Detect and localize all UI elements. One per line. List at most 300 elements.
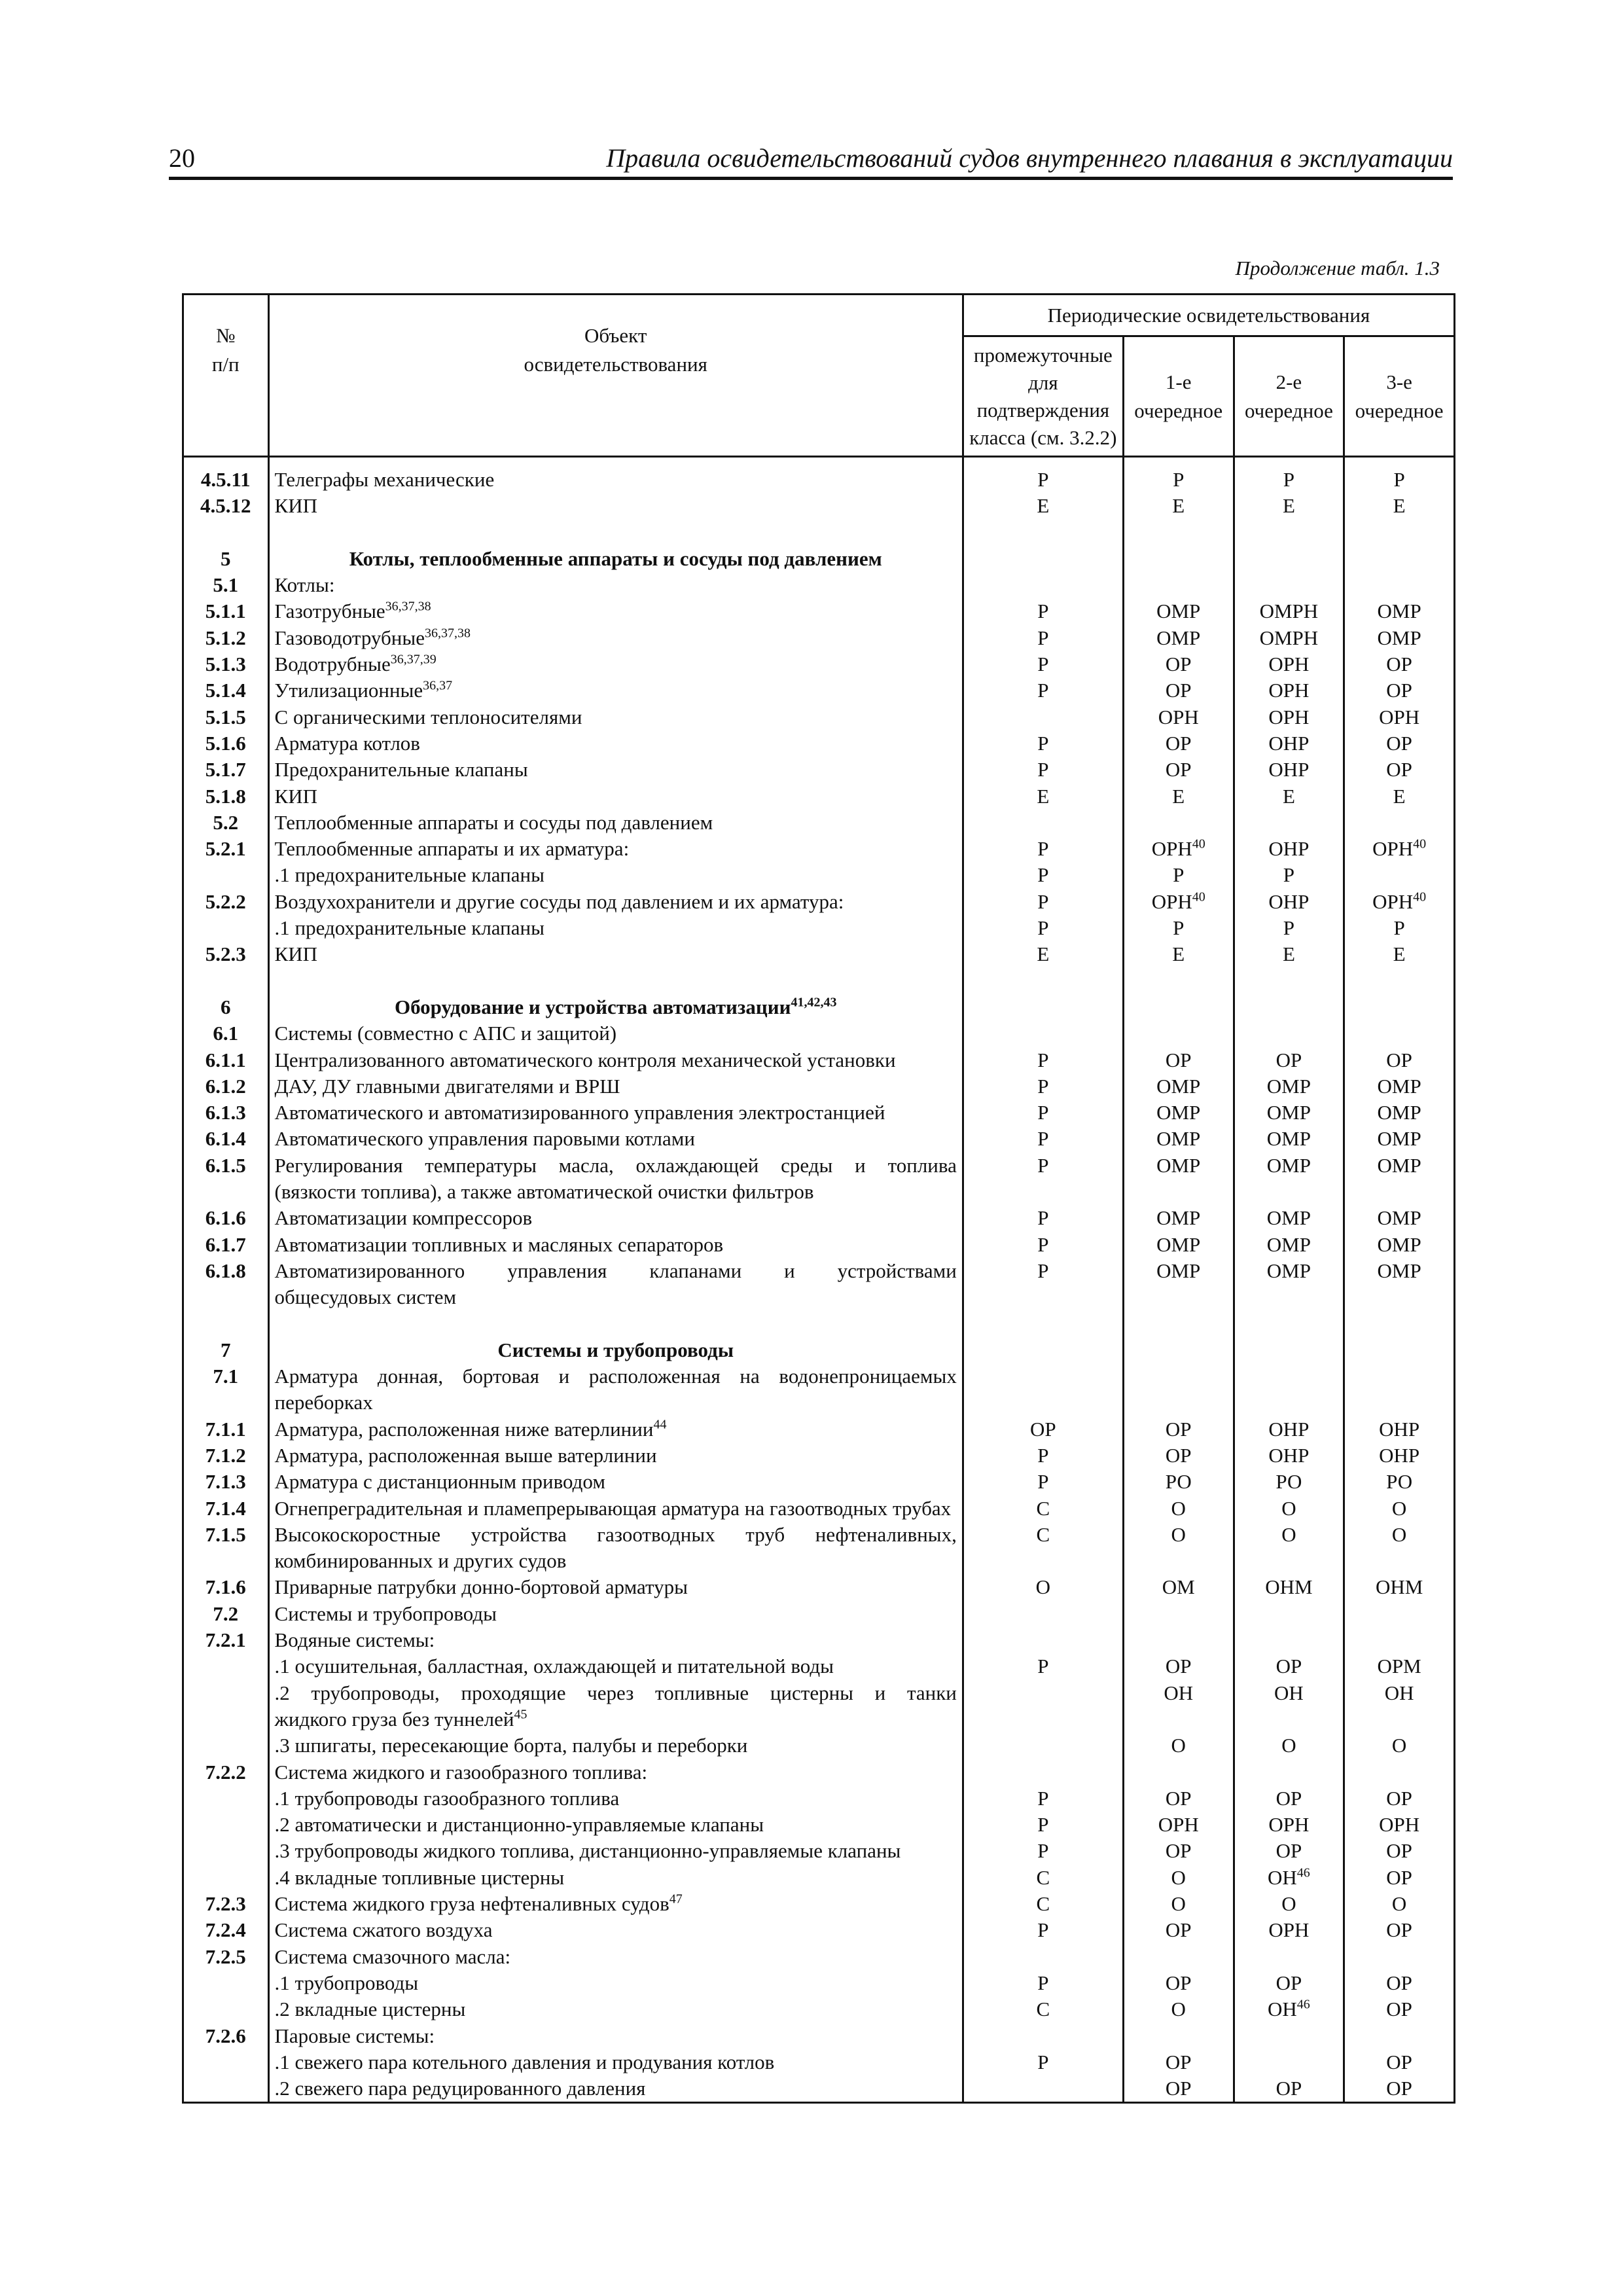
cell-text: 5.1.8 xyxy=(205,784,246,808)
row-number xyxy=(189,1627,262,1653)
cell-text: ОМР xyxy=(1377,1127,1421,1151)
cell-text: Централизованного автоматического контроля механической установки xyxy=(274,1048,896,1071)
row-third xyxy=(1350,810,1448,836)
row-second xyxy=(1240,1627,1338,1653)
row-third xyxy=(1350,941,1448,967)
cell-text: ОМР xyxy=(1377,600,1421,623)
number-column xyxy=(183,457,269,2103)
cell-text: С xyxy=(1036,1522,1050,1546)
cell-text: ОМРН xyxy=(1259,626,1319,649)
row-second xyxy=(1240,889,1338,915)
cell-text: 7.2.5 xyxy=(205,1945,246,1968)
row-second xyxy=(1240,1284,1338,1310)
cell-text: ОНР xyxy=(1268,1443,1310,1467)
row-number xyxy=(189,704,262,730)
row-third xyxy=(1350,1469,1448,1495)
row-object xyxy=(275,1179,957,1205)
row-interim xyxy=(969,1680,1117,1706)
row-object xyxy=(275,1390,957,1416)
row-first xyxy=(1130,1258,1228,1284)
cell-text: 7.1.5 xyxy=(205,1522,246,1546)
cell-text: ОР xyxy=(1165,1048,1192,1071)
cell-text: Р xyxy=(1037,1470,1049,1494)
cell-text: 7.1.3 xyxy=(205,1470,246,1494)
row-object xyxy=(275,1944,957,1970)
row-number xyxy=(189,1153,262,1179)
cell-text: 6.1.4 xyxy=(205,1127,246,1151)
row-second xyxy=(1240,1706,1338,1732)
row-interim xyxy=(969,1469,1117,1495)
cell-text: 5.2.1 xyxy=(205,837,246,861)
cell-text: ОМР xyxy=(1156,626,1201,649)
row-first xyxy=(1130,1574,1228,1600)
row-second xyxy=(1240,836,1338,862)
row-object xyxy=(275,1970,957,1996)
cell-text: Системы (совместно с АПС и защитой) xyxy=(274,1022,617,1045)
cell-text: 7.2.6 xyxy=(205,2024,246,2047)
row-second xyxy=(1240,1337,1338,1363)
cell-text: ОР xyxy=(1386,1998,1412,2021)
cell-text: ОН xyxy=(1268,1865,1297,1889)
row-first xyxy=(1130,1891,1228,1917)
row-first xyxy=(1130,1759,1228,1785)
cell-text: Р xyxy=(1037,837,1049,861)
row-object xyxy=(275,1469,957,1495)
cell-text: Р xyxy=(1283,468,1295,491)
row-interim xyxy=(969,941,1117,967)
footnote-ref: 36,37,38 xyxy=(385,600,431,615)
row-third xyxy=(1350,1785,1448,1812)
cell-text: ОР xyxy=(1386,1048,1412,1071)
row-second xyxy=(1240,1496,1338,1522)
row-object xyxy=(275,783,957,810)
row-number xyxy=(189,783,262,810)
cell-text: ОРН xyxy=(1379,1813,1420,1837)
row-interim xyxy=(969,1970,1117,1996)
cell-text: 4.5.12 xyxy=(200,494,251,518)
cell-text: Р xyxy=(1037,1232,1049,1256)
row-third xyxy=(1350,704,1448,730)
row-third xyxy=(1350,1390,1448,1416)
cell-text: ОР xyxy=(1386,653,1412,676)
row-third xyxy=(1350,968,1448,994)
row-first xyxy=(1130,1153,1228,1179)
cell-text: ОР xyxy=(1165,1417,1192,1441)
cell-text: Предохранительные клапаны xyxy=(274,758,528,781)
cell-text: О xyxy=(1281,1522,1296,1546)
row-number xyxy=(189,1653,262,1679)
row-object xyxy=(275,915,957,941)
cell-text: О xyxy=(1391,1522,1407,1546)
row-second xyxy=(1240,625,1338,651)
cell-text: Р xyxy=(1037,863,1049,887)
row-number xyxy=(189,1944,262,1970)
cell-text: ОР xyxy=(1165,653,1192,676)
row-first xyxy=(1130,889,1228,915)
row-object xyxy=(275,757,957,783)
cell-text: 6 xyxy=(221,995,231,1018)
row-object xyxy=(275,1363,957,1390)
cell-text: ОНР xyxy=(1268,889,1310,913)
row-number xyxy=(189,836,262,862)
cell-text: 5.1.3 xyxy=(205,653,246,676)
row-first xyxy=(1130,836,1228,862)
row-second xyxy=(1240,2049,1338,2075)
row-interim xyxy=(969,862,1117,888)
cell-text: 5.2.2 xyxy=(205,889,246,913)
second-column xyxy=(1234,457,1344,2103)
cell-text: 7.1.2 xyxy=(205,1443,246,1467)
cell-text: Е xyxy=(1282,494,1295,518)
cell-text: О xyxy=(1171,1522,1186,1546)
cell-text: .2 вкладные цистерны xyxy=(274,1998,466,2021)
cell-text: .4 вкладные топливные цистерны xyxy=(274,1865,565,1889)
row-object xyxy=(275,1548,957,1574)
cell-text: КИП xyxy=(274,942,317,966)
cell-text: ОРН xyxy=(1268,653,1310,676)
row-third xyxy=(1350,1020,1448,1047)
row-first xyxy=(1130,1443,1228,1469)
row-third xyxy=(1350,1627,1448,1653)
cell-text: О xyxy=(1171,1496,1186,1520)
cell-text: О xyxy=(1171,1865,1186,1889)
row-second xyxy=(1240,1020,1338,1047)
cell-text: КИП xyxy=(274,784,317,808)
cell-text: ОРН xyxy=(1158,1813,1199,1837)
row-first xyxy=(1130,2049,1228,2075)
row-interim xyxy=(969,1522,1117,1548)
row-third xyxy=(1350,1232,1448,1258)
row-second xyxy=(1240,783,1338,810)
row-second xyxy=(1240,1469,1338,1495)
row-first xyxy=(1130,598,1228,624)
row-second xyxy=(1240,1100,1338,1126)
row-third xyxy=(1350,1443,1448,1469)
row-first xyxy=(1130,994,1228,1020)
row-number xyxy=(189,915,262,941)
cell-text: Газоводотрубные xyxy=(274,626,425,649)
row-third xyxy=(1350,1812,1448,1838)
cell-text: Газотрубные xyxy=(274,600,385,623)
row-third xyxy=(1350,1100,1448,1126)
cell-text: Е xyxy=(1172,784,1185,808)
row-first xyxy=(1130,546,1228,572)
cell-text: Высокоскоростные устройства газоотводных труб нефтеналивных, xyxy=(274,1522,957,1546)
row-interim xyxy=(969,520,1117,546)
row-object xyxy=(275,1812,957,1838)
cell-text: О xyxy=(1391,1496,1407,1520)
cell-text: Е xyxy=(1037,942,1050,966)
row-third xyxy=(1350,2075,1448,2102)
cell-text: 7.1.6 xyxy=(205,1575,246,1599)
cell-text: Р xyxy=(1283,916,1295,940)
row-number xyxy=(189,730,262,757)
cell-text: ОРН xyxy=(1268,1813,1310,1837)
cell-text: Р xyxy=(1037,600,1049,623)
cell-text: 6.1.6 xyxy=(205,1206,246,1230)
row-object xyxy=(275,1126,957,1152)
cell-text: ОР xyxy=(1386,679,1412,702)
cell-text: О xyxy=(1281,1892,1296,1916)
row-object xyxy=(275,520,957,546)
row-first xyxy=(1130,1416,1228,1443)
row-number xyxy=(189,625,262,651)
row-object xyxy=(275,1706,957,1732)
cell-text: Водяные системы: xyxy=(274,1628,435,1652)
cell-text: РО xyxy=(1386,1470,1413,1494)
cell-text: 7.1.4 xyxy=(205,1496,246,1520)
row-number xyxy=(189,941,262,967)
cell-text: Р xyxy=(1037,1813,1049,1837)
cell-text: 6.1.2 xyxy=(205,1074,246,1098)
cell-text: О xyxy=(1171,1734,1186,1757)
row-interim xyxy=(969,677,1117,704)
cell-text: 7.1.1 xyxy=(205,1417,246,1441)
row-third xyxy=(1350,1970,1448,1996)
row-interim xyxy=(969,1627,1117,1653)
cell-text: ОНР xyxy=(1268,758,1310,781)
row-third xyxy=(1350,915,1448,941)
header-interim: промежуточные для подтверждения класса (см. 3.2.2) xyxy=(963,336,1123,457)
cell-text: .1 трубопроводы газообразного топлива xyxy=(274,1786,620,1810)
cell-text: О xyxy=(1391,1734,1407,1757)
cell-text: О xyxy=(1391,1892,1407,1916)
cell-text: Воздухохранители и другие сосуды под давлением и их арматура: xyxy=(274,889,844,913)
cell-text: 5 xyxy=(221,547,231,570)
row-number xyxy=(189,1126,262,1152)
row-third xyxy=(1350,836,1448,862)
row-third xyxy=(1350,1759,1448,1785)
cell-text: Р xyxy=(1037,653,1049,676)
row-first xyxy=(1130,677,1228,704)
row-second xyxy=(1240,704,1338,730)
cell-text: С органическими теплоносителями xyxy=(274,705,582,728)
row-object xyxy=(275,836,957,862)
row-number xyxy=(189,1416,262,1443)
row-second xyxy=(1240,1653,1338,1679)
cell-text: О xyxy=(1281,1734,1296,1757)
row-third xyxy=(1350,1179,1448,1205)
cell-text: комбинированных и других судов xyxy=(274,1549,567,1573)
cell-text: ОМР xyxy=(1266,1127,1311,1151)
row-interim xyxy=(969,1574,1117,1600)
row-first xyxy=(1130,1020,1228,1047)
row-object xyxy=(275,467,957,493)
cell-text: .2 трубопроводы, проходящие через топливные цистерны и танки xyxy=(274,1681,957,1704)
row-object xyxy=(275,1996,957,2022)
row-object xyxy=(275,1443,957,1469)
row-interim xyxy=(969,572,1117,598)
interim-column xyxy=(963,457,1123,2103)
row-third xyxy=(1350,862,1448,888)
row-first xyxy=(1130,1100,1228,1126)
row-first xyxy=(1130,493,1228,519)
cell-text: ОР xyxy=(1386,758,1412,781)
row-first xyxy=(1130,1548,1228,1574)
row-interim xyxy=(969,836,1117,862)
cell-text: ОР xyxy=(1165,758,1192,781)
cell-text: Системы и трубопроводы xyxy=(274,1602,497,1625)
cell-text: .2 свежего пара редуцированного давления xyxy=(274,2077,646,2100)
row-interim xyxy=(969,2075,1117,2102)
row-third xyxy=(1350,1311,1448,1337)
row-number xyxy=(189,2049,262,2075)
cell-text: ОНР xyxy=(1268,837,1310,861)
cell-text: ОМР xyxy=(1266,1259,1311,1282)
footnote-ref: 41,42,43 xyxy=(791,995,837,1010)
row-first xyxy=(1130,1232,1228,1258)
cell-text: Р xyxy=(1037,1259,1049,1282)
cell-text: Р xyxy=(1037,1206,1049,1230)
cell-text: О xyxy=(1281,1496,1296,1520)
row-number xyxy=(189,1574,262,1600)
row-object xyxy=(275,1337,957,1363)
row-first xyxy=(1130,572,1228,598)
cell-text: ОР xyxy=(1165,2077,1192,2100)
row-third xyxy=(1350,889,1448,915)
cell-text: Автоматизации компрессоров xyxy=(274,1206,533,1230)
row-interim xyxy=(969,2023,1117,2049)
row-second xyxy=(1240,1047,1338,1073)
row-number xyxy=(189,1891,262,1917)
row-number xyxy=(189,1785,262,1812)
row-second xyxy=(1240,1522,1338,1548)
row-number xyxy=(189,651,262,677)
cell-text: 6.1.8 xyxy=(205,1259,246,1282)
row-third xyxy=(1350,783,1448,810)
footnote-ref: 36,37,38 xyxy=(424,626,471,641)
row-first xyxy=(1130,1706,1228,1732)
cell-text: ОР xyxy=(1165,731,1192,755)
row-number xyxy=(189,1047,262,1073)
footnote-ref: 46 xyxy=(1296,1997,1310,2012)
cell-text: ОР xyxy=(1165,1971,1192,1994)
cell-text: Система смазочного масла: xyxy=(274,1945,511,1968)
cell-text: .1 предохранительные клапаны xyxy=(274,916,544,940)
row-object xyxy=(275,1522,957,1548)
footnote-ref: 40 xyxy=(1413,889,1427,905)
cell-text: ОМР xyxy=(1266,1153,1311,1177)
cell-text: О xyxy=(1171,1998,1186,2021)
cell-text: Р xyxy=(1037,889,1049,913)
row-number xyxy=(189,1390,262,1416)
row-number xyxy=(189,1996,262,2022)
cell-text: Е xyxy=(1393,942,1406,966)
cell-text: ОНМ xyxy=(1265,1575,1313,1599)
row-interim xyxy=(969,467,1117,493)
row-interim xyxy=(969,1812,1117,1838)
header-number: № п/п xyxy=(183,295,269,457)
row-second xyxy=(1240,546,1338,572)
row-interim xyxy=(969,1996,1117,2022)
row-interim xyxy=(969,1363,1117,1390)
row-first xyxy=(1130,730,1228,757)
row-object xyxy=(275,1153,957,1179)
cell-text: 6.1.3 xyxy=(205,1101,246,1124)
cell-text: Р xyxy=(1173,916,1185,940)
row-third xyxy=(1350,1337,1448,1363)
row-number xyxy=(189,1680,262,1706)
row-second xyxy=(1240,677,1338,704)
row-number xyxy=(189,1706,262,1732)
row-third xyxy=(1350,1548,1448,1574)
cell-text: 5.1.6 xyxy=(205,731,246,755)
row-number xyxy=(189,810,262,836)
cell-text: Р xyxy=(1037,758,1049,781)
cell-text: ОМР xyxy=(1156,1259,1201,1282)
cell-text: ОР xyxy=(1165,679,1192,702)
row-third xyxy=(1350,493,1448,519)
row-first xyxy=(1130,520,1228,546)
cell-text: Котлы, теплообменные аппараты и сосуды под давлением xyxy=(349,547,882,570)
cell-text: Утилизационные xyxy=(274,679,423,702)
row-first xyxy=(1130,1496,1228,1522)
row-second xyxy=(1240,1126,1338,1152)
row-object xyxy=(275,994,957,1020)
cell-text: 7.2.2 xyxy=(205,1760,246,1784)
cell-text: ОР xyxy=(1275,2077,1302,2100)
survey-table xyxy=(182,293,1455,2100)
cell-text: ОР xyxy=(1386,1839,1412,1863)
cell-text: ОР xyxy=(1165,1918,1192,1942)
row-object xyxy=(275,1917,957,1943)
row-object xyxy=(275,889,957,915)
row-second xyxy=(1240,1812,1338,1838)
cell-text: 7 xyxy=(221,1338,231,1361)
row-second xyxy=(1240,730,1338,757)
cell-text: ОНР xyxy=(1268,1417,1310,1441)
cell-text: 6.1 xyxy=(213,1022,239,1045)
cell-text: ОР xyxy=(1275,1655,1302,1678)
cell-text: ОРН xyxy=(1379,705,1420,728)
row-interim xyxy=(969,1838,1117,1864)
cell-text: ОРН xyxy=(1151,889,1192,913)
cell-text: Автоматического и автоматизированного управления электростанцией xyxy=(274,1101,885,1124)
row-interim xyxy=(969,889,1117,915)
cell-text: ОР xyxy=(1275,1048,1302,1071)
cell-text: ОМР xyxy=(1266,1206,1311,1230)
object-column xyxy=(268,457,963,2103)
row-interim xyxy=(969,1443,1117,1469)
row-number xyxy=(189,677,262,704)
row-third xyxy=(1350,572,1448,598)
row-second xyxy=(1240,1574,1338,1600)
cell-text: ОН xyxy=(1384,1681,1414,1704)
cell-text: Оборудование и устройства автоматизации xyxy=(394,995,791,1018)
row-interim xyxy=(969,1311,1117,1337)
row-object xyxy=(275,862,957,888)
row-object xyxy=(275,730,957,757)
row-number xyxy=(189,546,262,572)
row-third xyxy=(1350,1944,1448,1970)
footnote-ref: 36,37,39 xyxy=(390,652,437,667)
row-second xyxy=(1240,1601,1338,1627)
row-second xyxy=(1240,1311,1338,1337)
row-third xyxy=(1350,1284,1448,1310)
cell-text: .1 осушительная, балластная, охлаждающей и питательной воды xyxy=(274,1655,834,1678)
cell-text: Е xyxy=(1172,494,1185,518)
row-object xyxy=(275,2075,957,2102)
cell-text: ОР xyxy=(1386,2050,1412,2073)
row-first xyxy=(1130,1680,1228,1706)
row-first xyxy=(1130,1337,1228,1363)
row-first xyxy=(1130,1469,1228,1495)
row-third xyxy=(1350,1416,1448,1443)
row-first xyxy=(1130,2023,1228,2049)
row-second xyxy=(1240,1153,1338,1179)
cell-text: Арматура с дистанционным приводом xyxy=(274,1470,605,1494)
row-second xyxy=(1240,1944,1338,1970)
